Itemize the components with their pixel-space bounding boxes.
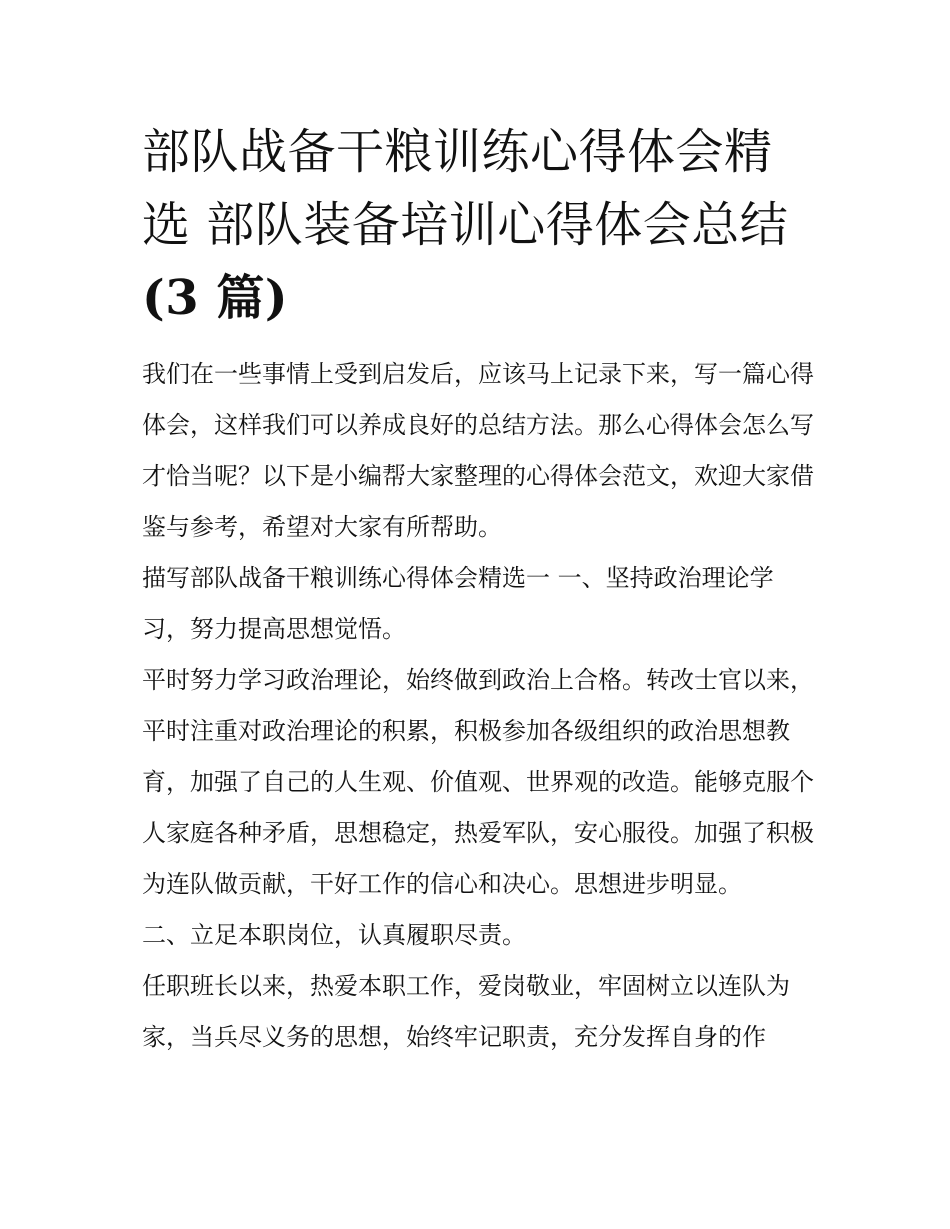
title-line-3: (3 篇) [142,270,289,326]
section-one-heading: 描写部队战备干粮训练心得体会精选一 一、坚持政治理论学习，努力提高思想觉悟。 [142,564,774,643]
section-one-body: 平时努力学习政治理论，始终做到政治上合格。转改士官以来，平时注重对政治理论的积累，积极参加各级组织的政治思想教育，加强了自己的人生观、价值观、世界观的改造。能够克服个人家庭各种矛盾，思想稳定，热爱军队，安心服役。加强了积极为连队做贡献，干好工作的信心和决心。思想进步明显。 [142,666,814,898]
intro-paragraph: 我们在一些事情上受到启发后，应该马上记录下来，写一篇心得体会，这样我们可以养成良好的总结方法。那么心得体会怎么写才恰当呢？以下是小编帮大家整理的心得体会范文，欢迎大家借鉴与参考，希望对大家有所帮助。 [142,360,814,541]
section-two-heading: 二、立足本职岗位，认真履职尽责。 [142,921,526,949]
document-page [142,116,814,1063]
title-line-2: 选 部队装备培训心得体会总结 [142,197,789,253]
section-two-body: 任职班长以来，热爱本职工作，爱岗敬业，牢固树立以连队为家，当兵尽义务的思想，始终牢记职责，充分发挥自身的作 [142,972,790,1051]
title-line-1: 部队战备干粮训练心得体会精 [142,124,773,180]
document-title [142,116,814,335]
